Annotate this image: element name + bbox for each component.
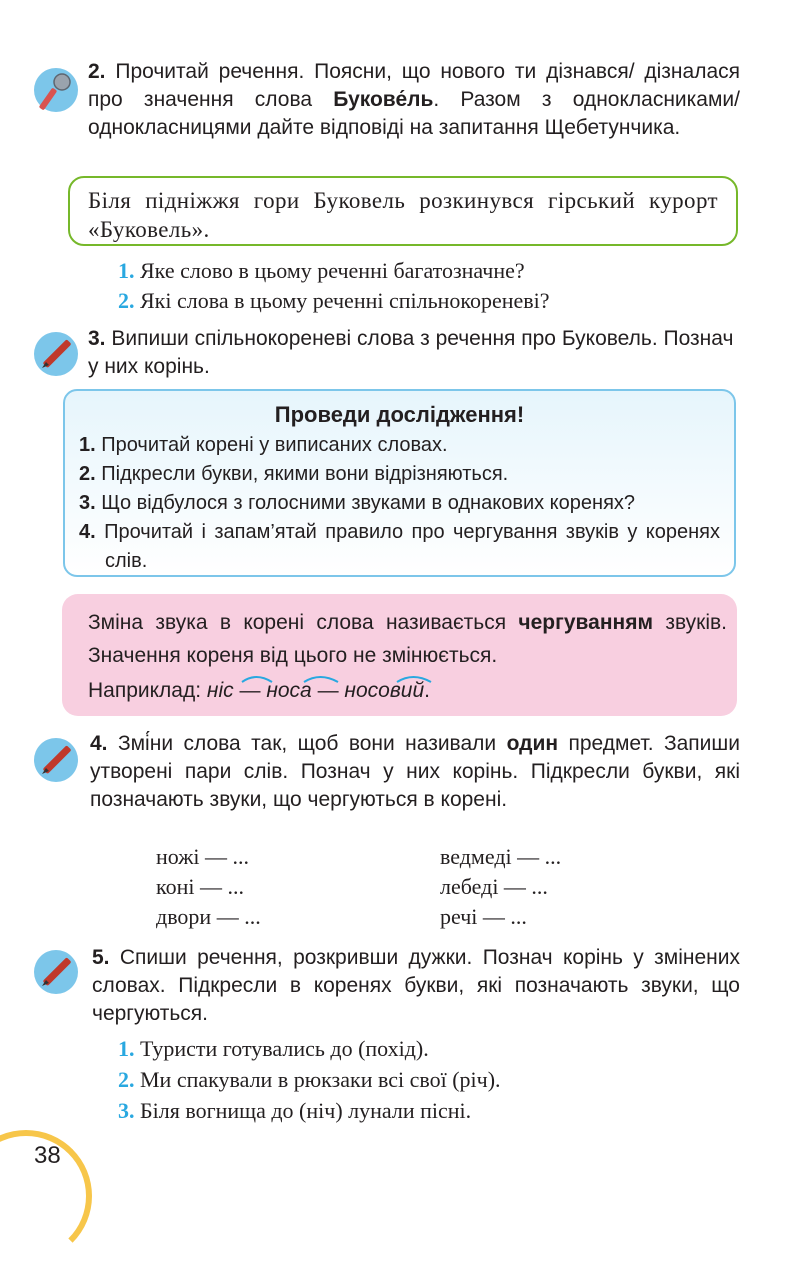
research-title: Проведи дослідження! <box>274 402 525 427</box>
pen-icon <box>34 950 78 994</box>
pair-right-3: речі — ... <box>440 904 527 929</box>
sentence-1: 1. Туристи готувались до (похід). <box>118 1036 429 1061</box>
question-1: 1. Яке слово в цьому реченні багатозначне? <box>118 258 525 283</box>
root-arcs <box>238 670 498 684</box>
task-3: 3. Випиши спільнокореневі слова з речення про Буковель. Познач у них корінь. <box>88 327 734 378</box>
pair-left-1: ножі — ... <box>156 844 250 869</box>
pair-left-3: двори — ... <box>156 904 261 929</box>
pen-icon <box>34 332 78 376</box>
pen-icon <box>34 738 78 782</box>
pair-right-1: ведмеді — ... <box>440 844 562 869</box>
task-5: 5. Спиши речення, розкривши дужки. Познач корінь у змінених словах. Підкресли в коренях букви, які позначають звуки, що чергуються. <box>92 946 740 1025</box>
pair-left-2: коні — ... <box>156 874 244 899</box>
research-item: 1. Прочитай корені у виписаних словах. <box>79 434 448 456</box>
page-number: 38 <box>34 1142 61 1169</box>
quote-box: Біля підніжжя гори Буковель розкинувся гірський курорт «Буковель». <box>68 176 738 246</box>
pair-right-2: лебеді — ... <box>440 874 548 899</box>
rule-example: Наприклад: ніс — носа — носовий. <box>72 674 727 707</box>
task-4: 4. Змі́ни слова так, щоб вони називали один предмет. Запиши утворені пари слів. Познач у них корінь. Підкресли букви, які позначають звуки, що чергуються в корені. <box>90 732 740 811</box>
sentence-2: 2. Ми спакували в рюкзаки всі свої (річ). <box>118 1067 501 1092</box>
question-2: 2. Які слова в цьому реченні спільнокореневі? <box>118 288 550 313</box>
rule-text: Зміна звука в корені слова називається чергуванням звуків. Значення кореня від цього не змінюється. <box>88 611 727 667</box>
research-item: 2. Підкресли букви, якими вони відрізняються. <box>79 463 509 485</box>
research-box <box>63 389 736 577</box>
research-item: 4. Прочитай і запам’ятай правило про чергування звуків у коренях слів. <box>79 521 720 572</box>
task-2: 2. Прочитай речення. Поясни, що нового ти дізнався/ дізналася про значення слова Букове́ль. Разом з однокласниками/однокласницями дайте відповіді на запитання Щебетунчика. <box>88 60 741 139</box>
sentence-3: 3. Біля вогнища до (ніч) лунали пісні. <box>118 1098 472 1123</box>
research-item: 3. Що відбулося з голосними звуками в однакових коренях? <box>79 492 636 514</box>
microphone-icon <box>34 68 78 112</box>
rule-box <box>62 594 737 716</box>
task-2-number: 2. <box>88 60 106 83</box>
